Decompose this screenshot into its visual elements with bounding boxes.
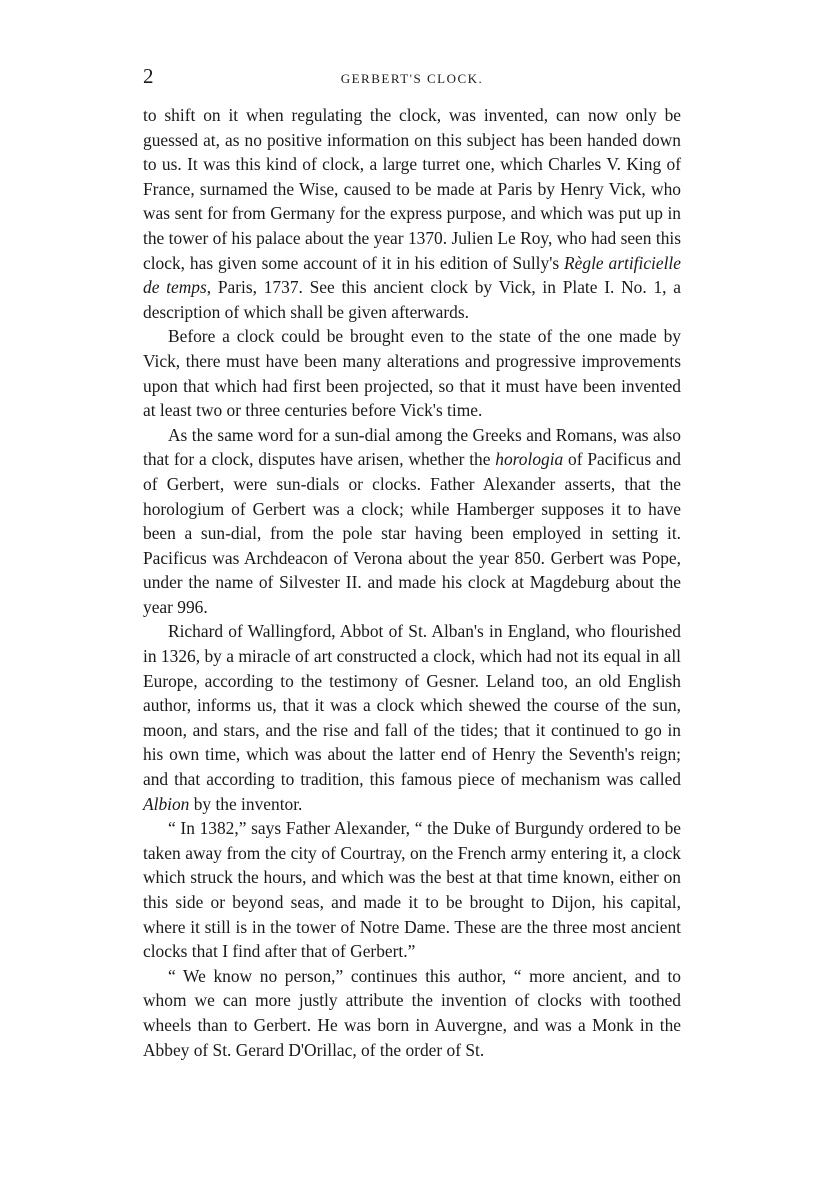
text-run: “ We know no person,” continues this author, “ more ancient, and to whom we can more justly attribute the invention of clocks with toothed wheels than to Gerbert. He was born in Auvergne, and was a Monk in the Abbey of St. Gerard D'Orillac, of the order of St. bbox=[143, 965, 681, 1060]
page-header bbox=[143, 64, 681, 88]
paragraph bbox=[143, 103, 681, 324]
paragraph bbox=[143, 816, 681, 964]
page-number: 2 bbox=[143, 64, 154, 88]
text-run: , Paris, 1737. See this ancient clock by Vick, in Plate I. No. 1, a description of which shall be given afterwards. bbox=[143, 277, 681, 322]
italic-text: Albion bbox=[143, 793, 190, 814]
italic-text: horologia bbox=[495, 449, 564, 470]
paragraph bbox=[143, 324, 681, 422]
text-run: As the same word for a sun-dial among the Greeks and Romans, was also that for a clock, disputes have arisen, whether the bbox=[143, 424, 681, 470]
paragraph bbox=[143, 423, 681, 620]
paragraph bbox=[143, 964, 681, 1062]
body-text bbox=[143, 103, 681, 1062]
paragraph bbox=[143, 619, 681, 816]
text-run: by the inventor. bbox=[189, 793, 303, 814]
text-run: to shift on it when regulating the clock, was invented, can now only be guessed at, as no positive information on this subject has been handed down to us. It was this kind of clock, a large turret one, which Charles V. King of France, surnamed the Wise, caused to be made at Paris by Henry Vick, who was sent for from Germany for the express purpose, and which was put up in the tower of his palace about the year 1370. Julien Le Roy, who had seen this clock, has given some account of it in his edition of Sully's bbox=[143, 105, 681, 273]
text-run: “ In 1382,” says Father Alexander, “ the Duke of Burgundy ordered to be taken away from the city of Courtray, on the French army entering it, a clock which struck the hours, and which was the best at that time known, either on this side or beyond seas, and made it to be brought to Dijon, his capital, where it still is in the tower of Notre Dame. These are the three most ancient clocks that I find after that of Gerbert.” bbox=[143, 818, 681, 962]
text-run: Richard of Wallingford, Abbot of St. Alban's in England, who flourished in 1326, by a miracle of art constructed a clock, which had not its equal in all Europe, according to the testimony of Gesner. Leland too, an old English author, informs us, that it was a clock which shewed the course of the sun, moon, and stars, and the rise and fall of the tides; that it continued to go in his own time, which was about the latter end of Henry the Seventh's reign; and that according to tradition, this famous piece of mechanism was called bbox=[143, 621, 681, 790]
text-run: of Pacificus and of Gerbert, were sun-dials or clocks. Father Alexander asserts, that the horologium of Gerbert was a clock; while Hamberger supposes it to have been a sun-dial, from the pole star having been employed in setting it. Pacificus was Archdeacon of Verona about the year 850. Gerbert was Pope, under the name of Silvester II. and made his clock at Magdeburg about the year 996. bbox=[143, 449, 682, 617]
text-run: Before a clock could be brought even to the state of the one made by Vick, there must have been many alterations and progressive improvements upon that which had first been projected, so that it must have been invented at least two or three centuries before Vick's time. bbox=[143, 326, 681, 421]
italic-text: Règle artificielle de temps bbox=[143, 252, 681, 298]
running-head: GERBERT'S CLOCK. bbox=[340, 71, 484, 86]
